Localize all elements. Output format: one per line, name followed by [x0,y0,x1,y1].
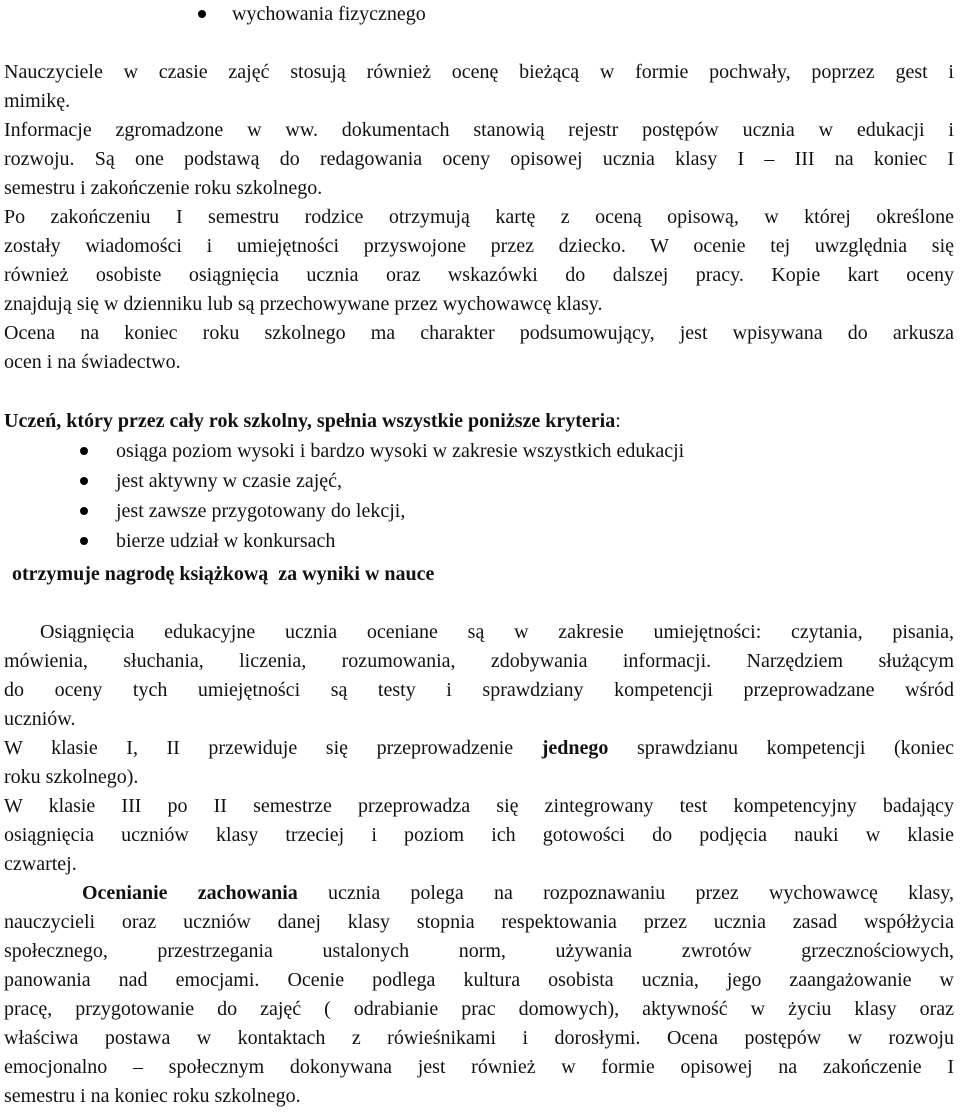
p6-text-pre: W klasie I, II przewiduje się przeprowadzenie [4,737,514,759]
bullet-icon [80,537,88,545]
p6-text-bold: jednego [541,737,609,759]
list-item: osiąga poziom wysoki i bardzo wysoki w zakresie wszystkich edukacji [116,440,685,462]
list-item: jest aktywny w czasie zajęć, [116,470,343,492]
paragraph-line: właściwa postawa w kontaktach z rówieśnikami i dorosłymi. Ocena postępów w rozwoju [4,1027,954,1049]
paragraph-line: znajdują się w dzienniku lub są przechowywane przez wychowawcę klasy. [4,293,603,315]
paragraph-line: ocen i na świadectwo. [4,351,181,373]
paragraph-line: społecznego, przestrzegania ustalonych norm, używania zwrotów grzecznościowych, [4,940,954,962]
paragraph-line: emocjonalno – społecznym dokonywana jest również w formie opisowej na zakończenie I [4,1056,954,1078]
p6-text-post: sprawdzianu kompetencji (koniec [636,737,954,759]
p8-text-rest: ucznia polega na rozpoznawaniu przez wychowawcę klasy, [328,882,954,904]
paragraph-line: W klasie III po II semestrze przeprowadza się zintegrowany test kompetencyjny badający [4,795,954,817]
paragraph-line [4,734,954,763]
paragraph-line: Ocena na koniec roku szkolnego ma charakter podsumowujący, jest wpisywana do arkusza [4,322,954,344]
paragraph-line: Nauczyciele w czasie zajęć stosują również ocenę bieżącą w formie pochwały, poprzez gest i [4,61,954,83]
list-item: wychowania fizycznego [232,3,426,25]
paragraph-line: panowania nad emocjami. Ocenie podlega kultura osobista ucznia, jego zaangażowanie w [4,969,954,991]
paragraph-line: osiągnięcia uczniów klasy trzeciej i poziom ich gotowości do podjęcia nauki w klasie [4,824,954,846]
paragraph-line: pracę, przygotowanie do zajęć ( odrabianie prac domowych), aktywność w życiu klasy oraz [4,998,954,1020]
paragraph-line: Informacje zgromadzone w ww. dokumentach stanowią rejestr postępów ucznia w edukacji i [4,119,954,141]
paragraph-line: mówienia, słuchania, liczenia, rozumowania, zdobywania informacji. Narzędziem służącym [4,650,954,672]
paragraph-line: również osobiste osiągnięcia ucznia oraz wskazówki do dalszej pracy. Kopie kart oceny [4,264,954,286]
bullet-icon [80,507,88,515]
criteria-result [12,560,434,589]
paragraph-line: uczniów. [4,708,76,730]
paragraph-line: nauczycieli oraz uczniów danej klasy stopnia respektowania przez ucznia zasad współżycia [4,911,954,933]
p8-text-bold: Ocenianie zachowania [82,882,298,904]
paragraph-line: Po zakończeniu I semestru rodzice otrzymują kartę z oceną opisową, w której określone [4,206,954,228]
bullet-icon [80,477,88,485]
bullet-icon [80,447,88,455]
paragraph-line: roku szkolnego). [4,766,139,788]
paragraph-line [82,879,954,908]
criteria-heading-colon: : [615,410,621,432]
paragraph-line: zostały wiadomości i umiejętności przyswojone przez dziecko. W ocenie tej uwzględnia się [4,235,954,257]
criteria-result-text: otrzymuje nagrodę książkową za wyniki w nauce [12,563,435,585]
criteria-heading [4,407,621,436]
bullet-icon [198,10,206,18]
paragraph-line: semestru i na koniec roku szkolnego. [4,1085,301,1107]
list-item: bierze udział w konkursach [116,530,336,552]
paragraph-line: rozwoju. Są one podstawą do redagowania oceny opisowej ucznia klasy I – III na koniec I [4,148,954,170]
criteria-heading-text: Uczeń, który przez cały rok szkolny, spełnia wszystkie poniższe kryteria [4,410,616,432]
list-item: jest zawsze przygotowany do lekcji, [116,500,406,522]
paragraph-line: czwartej. [4,853,77,875]
paragraph-line: do oceny tych umiejętności są testy i sprawdziany kompetencji przeprowadzane wśród [4,679,954,701]
paragraph-line: mimikę. [4,90,71,112]
paragraph-line: Osiągnięcia edukacyjne ucznia oceniane są w zakresie umiejętności: czytania, pisania, [40,621,954,643]
paragraph-line: semestru i zakończenie roku szkolnego. [4,177,323,199]
